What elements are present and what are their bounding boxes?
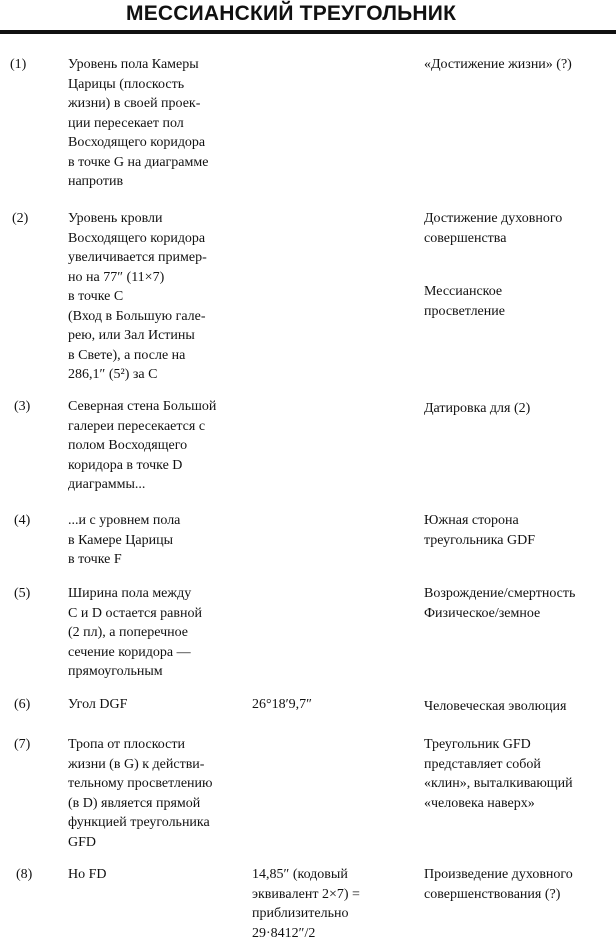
- row-note-line: Возрождение/смертность: [424, 584, 614, 604]
- row-description-line: в точке G на диаграмме: [68, 153, 258, 173]
- row-description-line: коридора в точке D: [68, 456, 258, 476]
- row-note-line: «человека наверх»: [424, 794, 614, 814]
- row-description: [68, 735, 258, 852]
- row-description-line: Ширина пола между: [68, 584, 258, 604]
- row-number: (4): [14, 511, 30, 530]
- row-description-line: функцией треугольника: [68, 813, 258, 833]
- row-description-line: но на 77″ (11×7): [68, 268, 258, 288]
- row-value: [252, 865, 422, 943]
- row-value: [252, 695, 422, 715]
- row-note-line: совершенствования (?): [424, 885, 614, 905]
- row-description-line: в Камере Царицы: [68, 531, 258, 551]
- row-value-line: 26°18′9,7″: [252, 695, 422, 715]
- row-note: [424, 209, 614, 321]
- row-description-line: в Свете), а после на: [68, 346, 258, 366]
- note-spacer: [424, 248, 614, 282]
- row-description-line: жизни (в G) к действи-: [68, 755, 258, 775]
- row-description-line: напротив: [68, 172, 258, 192]
- row-description-line: Восходящего коридора: [68, 133, 258, 153]
- row-note: [424, 735, 614, 813]
- row-note-line: Датировка для (2): [424, 399, 614, 419]
- row-description-line: 286,1″ (5²) за С: [68, 365, 258, 385]
- row-description-line: диаграммы...: [68, 475, 258, 495]
- row-note: [424, 55, 614, 75]
- page-title: МЕССИАНСКИЙ ТРЕУГОЛЬНИК: [126, 2, 456, 26]
- row-number: (6): [14, 695, 30, 714]
- row-description-line: Уровень кровли: [68, 209, 258, 229]
- row-description-line: Северная стена Большой: [68, 397, 258, 417]
- row-description-line: (в D) является прямой: [68, 794, 258, 814]
- row-note-line: представляет собой: [424, 755, 614, 775]
- row-note-line: Треугольник GFD: [424, 735, 614, 755]
- row-note: [424, 399, 614, 419]
- row-description-line: жизни) в своей проек-: [68, 94, 258, 114]
- row-description-line: сечение коридора —: [68, 643, 258, 663]
- row-number: (7): [14, 735, 30, 754]
- row-note: [424, 697, 614, 717]
- row-description-line: (2 пл), а поперечное: [68, 623, 258, 643]
- row-description-line: С и D остается равной: [68, 604, 258, 624]
- row-description: [68, 584, 258, 682]
- row-note-line: просветление: [424, 302, 614, 322]
- row-description-line: ции пересекает пол: [68, 114, 258, 134]
- row-description-line: рею, или Зал Истины: [68, 326, 258, 346]
- row-description: [68, 511, 258, 570]
- title-underline: [0, 30, 616, 34]
- row-description: [68, 55, 258, 192]
- row-description-line: GFD: [68, 833, 258, 853]
- row-description-line: (Вход в Большую гале-: [68, 307, 258, 327]
- row-description: [68, 397, 258, 495]
- row-note-line: Физическое/земное: [424, 604, 614, 624]
- row-description-line: галереи пересекается с: [68, 417, 258, 437]
- row-description-line: ...и с уровнем пола: [68, 511, 258, 531]
- row-number: (5): [14, 584, 30, 603]
- row-note-line: Мессианское: [424, 282, 614, 302]
- row-description-line: увеличивается пример-: [68, 248, 258, 268]
- row-description-line: в точке F: [68, 550, 258, 570]
- row-note-line: Человеческая эволюция: [424, 697, 614, 717]
- row-value-line: 29·8412″/2: [252, 924, 422, 943]
- row-description-line: Восходящего коридора: [68, 229, 258, 249]
- row-note: [424, 865, 614, 904]
- row-description-line: Но FD: [68, 865, 258, 885]
- row-description-line: Царицы (плоскость: [68, 75, 258, 95]
- row-description-line: Тропа от плоскости: [68, 735, 258, 755]
- row-description: [68, 209, 258, 385]
- row-description-line: прямоугольным: [68, 662, 258, 682]
- row-number: (2): [12, 209, 28, 228]
- row-note-line: совершенства: [424, 229, 614, 249]
- row-note-line: Достижение духовного: [424, 209, 614, 229]
- row-description-line: Уровень пола Камеры: [68, 55, 258, 75]
- row-value-line: эквивалент 2×7) =: [252, 885, 422, 905]
- row-note-line: «клин», выталкивающий: [424, 774, 614, 794]
- row-description: [68, 865, 258, 885]
- row-description-line: Угол DGF: [68, 695, 258, 715]
- row-note-line: Произведение духовного: [424, 865, 614, 885]
- row-note: [424, 511, 614, 550]
- row-value-line: 14,85″ (кодовый: [252, 865, 422, 885]
- row-description-line: в точке С: [68, 287, 258, 307]
- row-description: [68, 695, 258, 715]
- row-note-line: «Достижение жизни» (?): [424, 55, 614, 75]
- row-description-line: тельному просветлению: [68, 774, 258, 794]
- row-number: (1): [10, 55, 26, 74]
- row-note: [424, 584, 614, 623]
- row-number: (3): [14, 397, 30, 416]
- row-description-line: полом Восходящего: [68, 436, 258, 456]
- row-note-line: Южная сторона: [424, 511, 614, 531]
- row-number: (8): [16, 865, 32, 884]
- row-value-line: приблизительно: [252, 904, 422, 924]
- row-note-line: треугольника GDF: [424, 531, 614, 551]
